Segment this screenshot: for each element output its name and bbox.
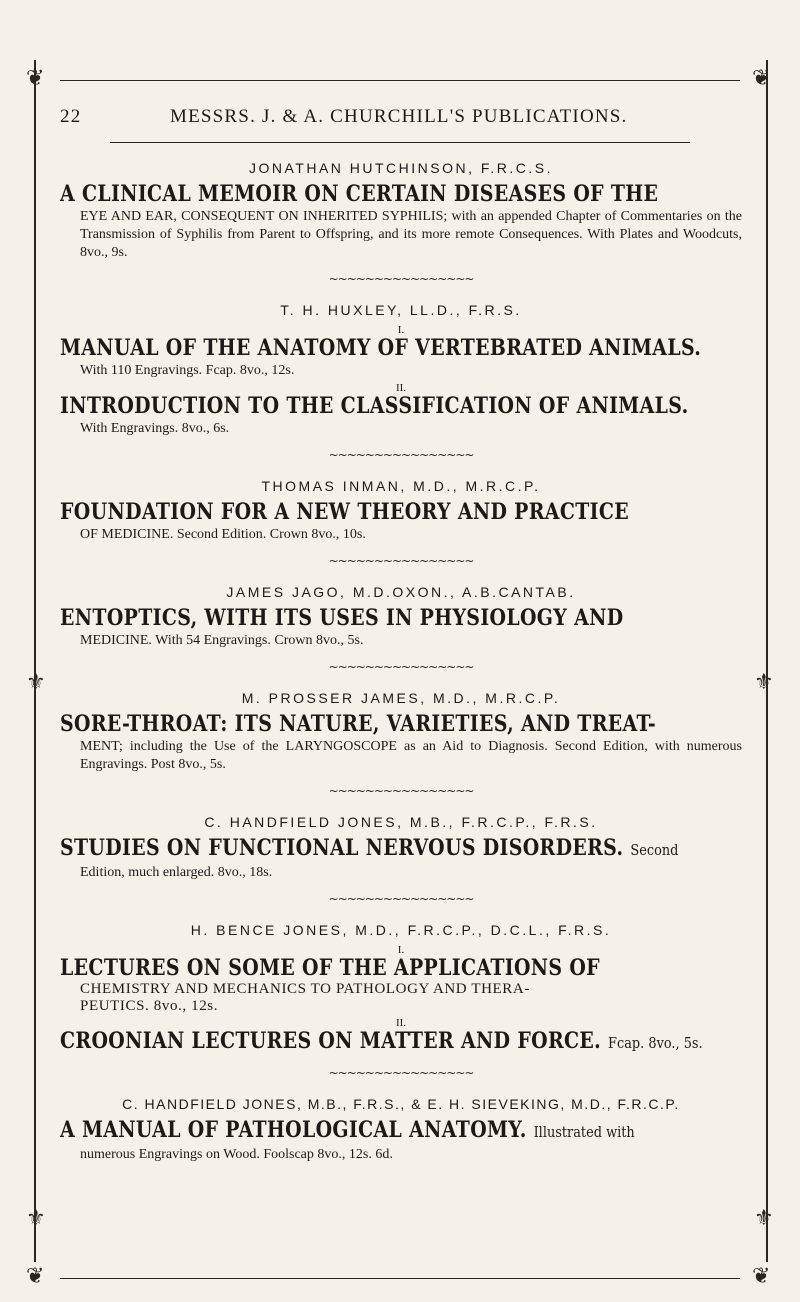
book-title-text: A MANUAL OF PATHOLOGICAL ANATOMY. xyxy=(60,1117,527,1143)
side-ornament-icon: ⚜ xyxy=(754,670,774,695)
book-subtitle: CHEMISTRY AND MECHANICS TO PATHOLOGY AND THERA- xyxy=(80,981,530,997)
book-title-text: STUDIES ON FUNCTIONAL NERVOUS DISORDERS. xyxy=(60,835,624,861)
book-description: OF MEDICINE. Second Edition. Crown 8vo., 10s. xyxy=(80,527,366,542)
header-underline-rule xyxy=(110,142,690,143)
author-name: THOMAS INMAN, M.D., M.R.C.P. xyxy=(261,478,541,494)
catalogue-entry xyxy=(60,160,742,262)
left-border-rule xyxy=(34,60,36,1262)
book-title: FOUNDATION FOR A NEW THEORY AND PRACTICE xyxy=(60,499,630,525)
top-border-rule xyxy=(60,80,740,81)
book-title xyxy=(60,1118,647,1145)
book-description: Edition, much enlarged. 8vo., 18s. xyxy=(80,865,273,880)
catalogue-entry xyxy=(60,814,742,882)
author-name: JONATHAN HUTCHINSON, F.R.C.S. xyxy=(248,160,554,176)
entry-separator: ~~~~~~~~~~~~~~~~ xyxy=(328,660,474,674)
corner-ornament-icon: ❦ xyxy=(752,1264,771,1289)
author-name: T. H. HUXLEY, LL.D., F.R.S. xyxy=(280,302,522,318)
right-border-rule xyxy=(766,60,768,1262)
volume-numeral: I. xyxy=(397,944,405,956)
catalogue-entry xyxy=(60,584,742,650)
book-title-tail: Second xyxy=(630,841,679,859)
volume-numeral: I. xyxy=(397,324,405,336)
book-description: PEUTICS. 8vo., 12s. xyxy=(80,998,219,1014)
book-description: EYE AND EAR, CONSEQUENT ON INHERITED SYPHILIS; with an appended Chapter of Commentaries on the Transmission of Syphilis from Parent to Offspring, and its more remote Consequences. With Plates and Woodcuts, 8vo., 9s. xyxy=(80,209,742,260)
entry-separator: ~~~~~~~~~~~~~~~~ xyxy=(328,272,474,286)
book-title xyxy=(60,1028,703,1056)
author-name: C. HANDFIELD JONES, M.B., F.R.C.P., F.R.S. xyxy=(204,814,598,830)
page-title: MESSRS. J. & A. CHURCHILL'S PUBLICATIONS. xyxy=(170,106,628,127)
author-name: C. HANDFIELD JONES, M.B., F.R.S., & E. H. SIEVEKING, M.D., F.R.C.P. xyxy=(122,1096,680,1112)
book-description: With Engravings. 8vo., 6s. xyxy=(80,421,230,436)
corner-ornament-icon: ❦ xyxy=(26,1264,45,1289)
catalogue-entry xyxy=(60,1096,742,1164)
side-ornament-icon: ⚜ xyxy=(26,1206,46,1231)
book-title-text: CROONIAN LECTURES ON MATTER AND FORCE. xyxy=(60,1028,602,1054)
volume-numeral: II. xyxy=(395,1017,407,1029)
book-title: A CLINICAL MEMOIR ON CERTAIN DISEASES OF THE xyxy=(60,181,659,207)
side-ornament-icon: ⚜ xyxy=(754,1206,774,1231)
book-description: With 110 Engravings. Fcap. 8vo., 12s. xyxy=(80,363,295,378)
bottom-border-rule xyxy=(60,1278,740,1279)
catalogue-entries xyxy=(60,160,742,1164)
corner-ornament-icon: ❦ xyxy=(26,66,45,91)
book-title: LECTURES ON SOME OF THE APPLICATIONS OF xyxy=(60,955,600,981)
side-ornament-icon: ⚜ xyxy=(26,670,46,695)
page-number: 22 xyxy=(60,106,82,127)
entry-separator: ~~~~~~~~~~~~~~~~ xyxy=(328,1066,474,1080)
catalogue-entry xyxy=(60,690,742,774)
book-title xyxy=(60,835,679,863)
book-description: numerous Engravings on Wood. Foolscap 8vo., 12s. 6d. xyxy=(80,1147,393,1162)
book-title-tail: Illustrated with xyxy=(533,1123,635,1141)
corner-ornament-icon: ❦ xyxy=(752,66,771,91)
author-name: H. BENCE JONES, M.D., F.R.C.P., D.C.L., F.R.S. xyxy=(190,922,612,938)
book-title: SORE-THROAT: ITS NATURE, VARIETIES, AND TREAT- xyxy=(60,711,657,737)
book-title: ENTOPTICS, WITH ITS USES IN PHYSIOLOGY AND xyxy=(60,605,624,631)
catalogue-entry xyxy=(60,478,742,544)
book-description: MENT; including the Use of the LARYNGOSCOPE as an Aid to Diagnosis. Second Edition, with numerous Engravings. Post 8vo., 5s. xyxy=(80,739,742,772)
volume-numeral: II. xyxy=(395,382,407,394)
catalogue-entry xyxy=(60,922,742,1056)
catalogue-entry xyxy=(60,302,742,438)
book-title: MANUAL OF THE ANATOMY OF VERTEBRATED ANIMALS. xyxy=(60,335,702,361)
entry-separator: ~~~~~~~~~~~~~~~~ xyxy=(328,784,474,798)
entry-separator: ~~~~~~~~~~~~~~~~ xyxy=(328,448,474,462)
entry-separator: ~~~~~~~~~~~~~~~~ xyxy=(328,554,474,568)
book-description: MEDICINE. With 54 Engravings. Crown 8vo., 5s. xyxy=(80,633,364,648)
book-title-tail: Fcap. 8vo., 5s. xyxy=(608,1034,703,1052)
book-title: INTRODUCTION TO THE CLASSIFICATION OF ANIMALS. xyxy=(60,393,689,419)
author-name: JAMES JAGO, M.D.OXON., A.B.CANTAB. xyxy=(226,584,576,600)
author-name: M. PROSSER JAMES, M.D., M.R.C.P. xyxy=(241,690,561,706)
entry-separator: ~~~~~~~~~~~~~~~~ xyxy=(328,892,474,906)
